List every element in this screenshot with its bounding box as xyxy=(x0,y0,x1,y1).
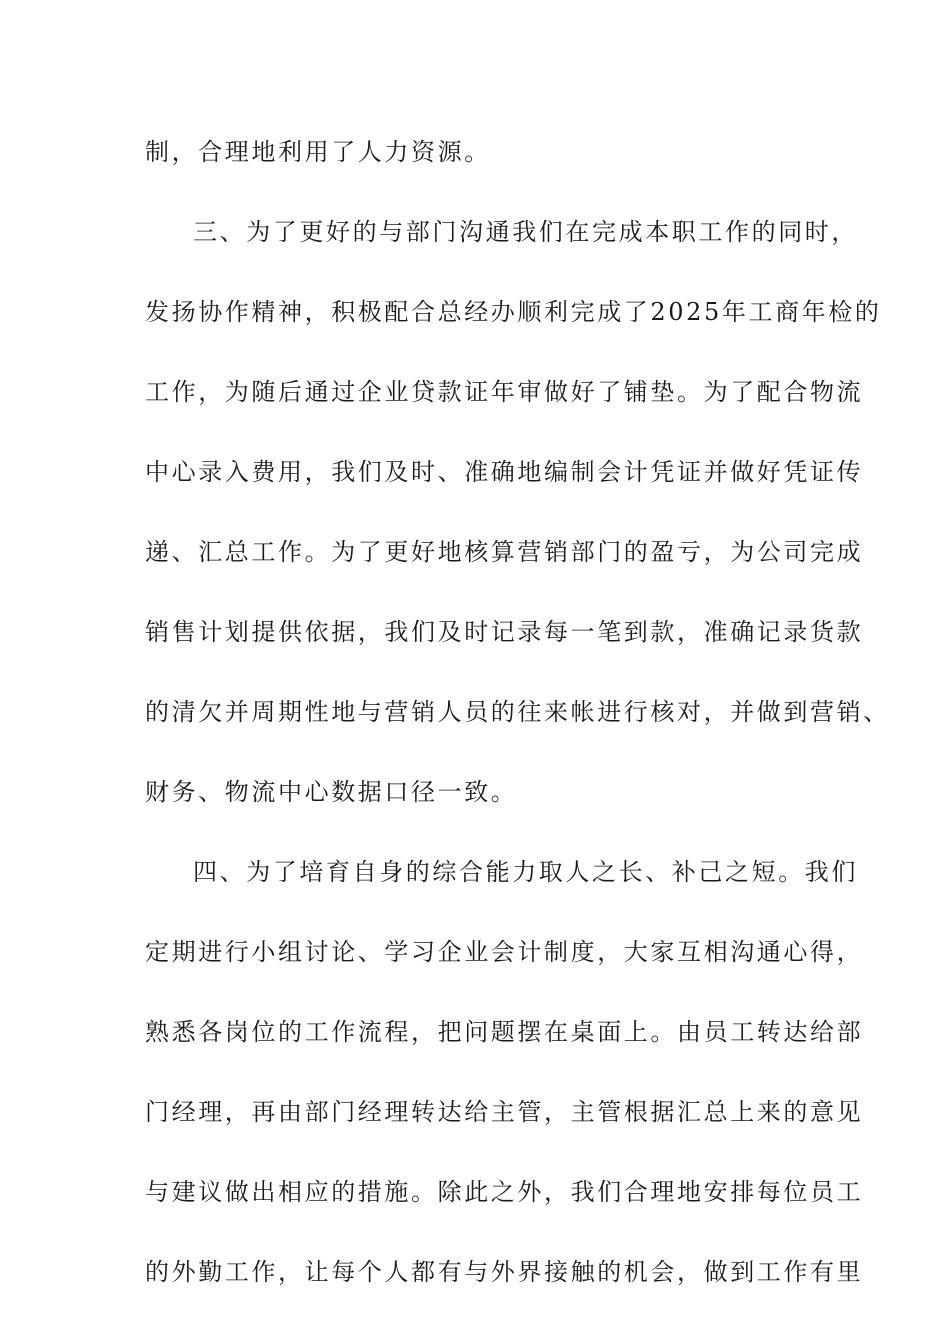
text-line: 门经理，再由部门经理转达给主管，主管根据汇总上来的意见 xyxy=(145,1098,864,1126)
text-line: 的清欠并周期性地与营销人员的往来帐进行核对，并做到营销、 xyxy=(145,698,890,726)
text-line: 熟悉各岗位的工作流程，把问题摆在桌面上。由员工转达给部 xyxy=(145,1018,864,1046)
text-line: 发扬协作精神，积极配合总经办顺利完成了2025年工商年检的 xyxy=(145,298,882,326)
text-line: 递、汇总工作。为了更好地核算营销部门的盈亏，为公司完成 xyxy=(145,538,864,566)
text-line: 与建议做出相应的措施。除此之外，我们合理地安排每位员工 xyxy=(145,1178,864,1206)
text-line: 财务、物流中心数据口径一致。 xyxy=(145,778,518,806)
paragraph-4-start: 四、为了培育自身的综合能力取人之长、补己之短。我们 xyxy=(193,858,858,886)
paragraph-3-start: 三、为了更好的与部门沟通我们在完成本职工作的同时， xyxy=(193,218,858,246)
text-line: 制，合理地利用了人力资源。 xyxy=(145,138,491,166)
text-line: 定期进行小组讨论、学习企业会计制度，大家互相沟通心得， xyxy=(145,938,864,966)
text-line: 的外勤工作，让每个人都有与外界接触的机会，做到工作有里 xyxy=(145,1258,864,1286)
text-line: 工作，为随后通过企业贷款证年审做好了铺垫。为了配合物流 xyxy=(145,378,864,406)
text-line: 中心录入费用，我们及时、准确地编制会计凭证并做好凭证传 xyxy=(145,458,864,486)
text-line: 销售计划提供依据，我们及时记录每一笔到款，准确记录货款 xyxy=(145,618,864,646)
